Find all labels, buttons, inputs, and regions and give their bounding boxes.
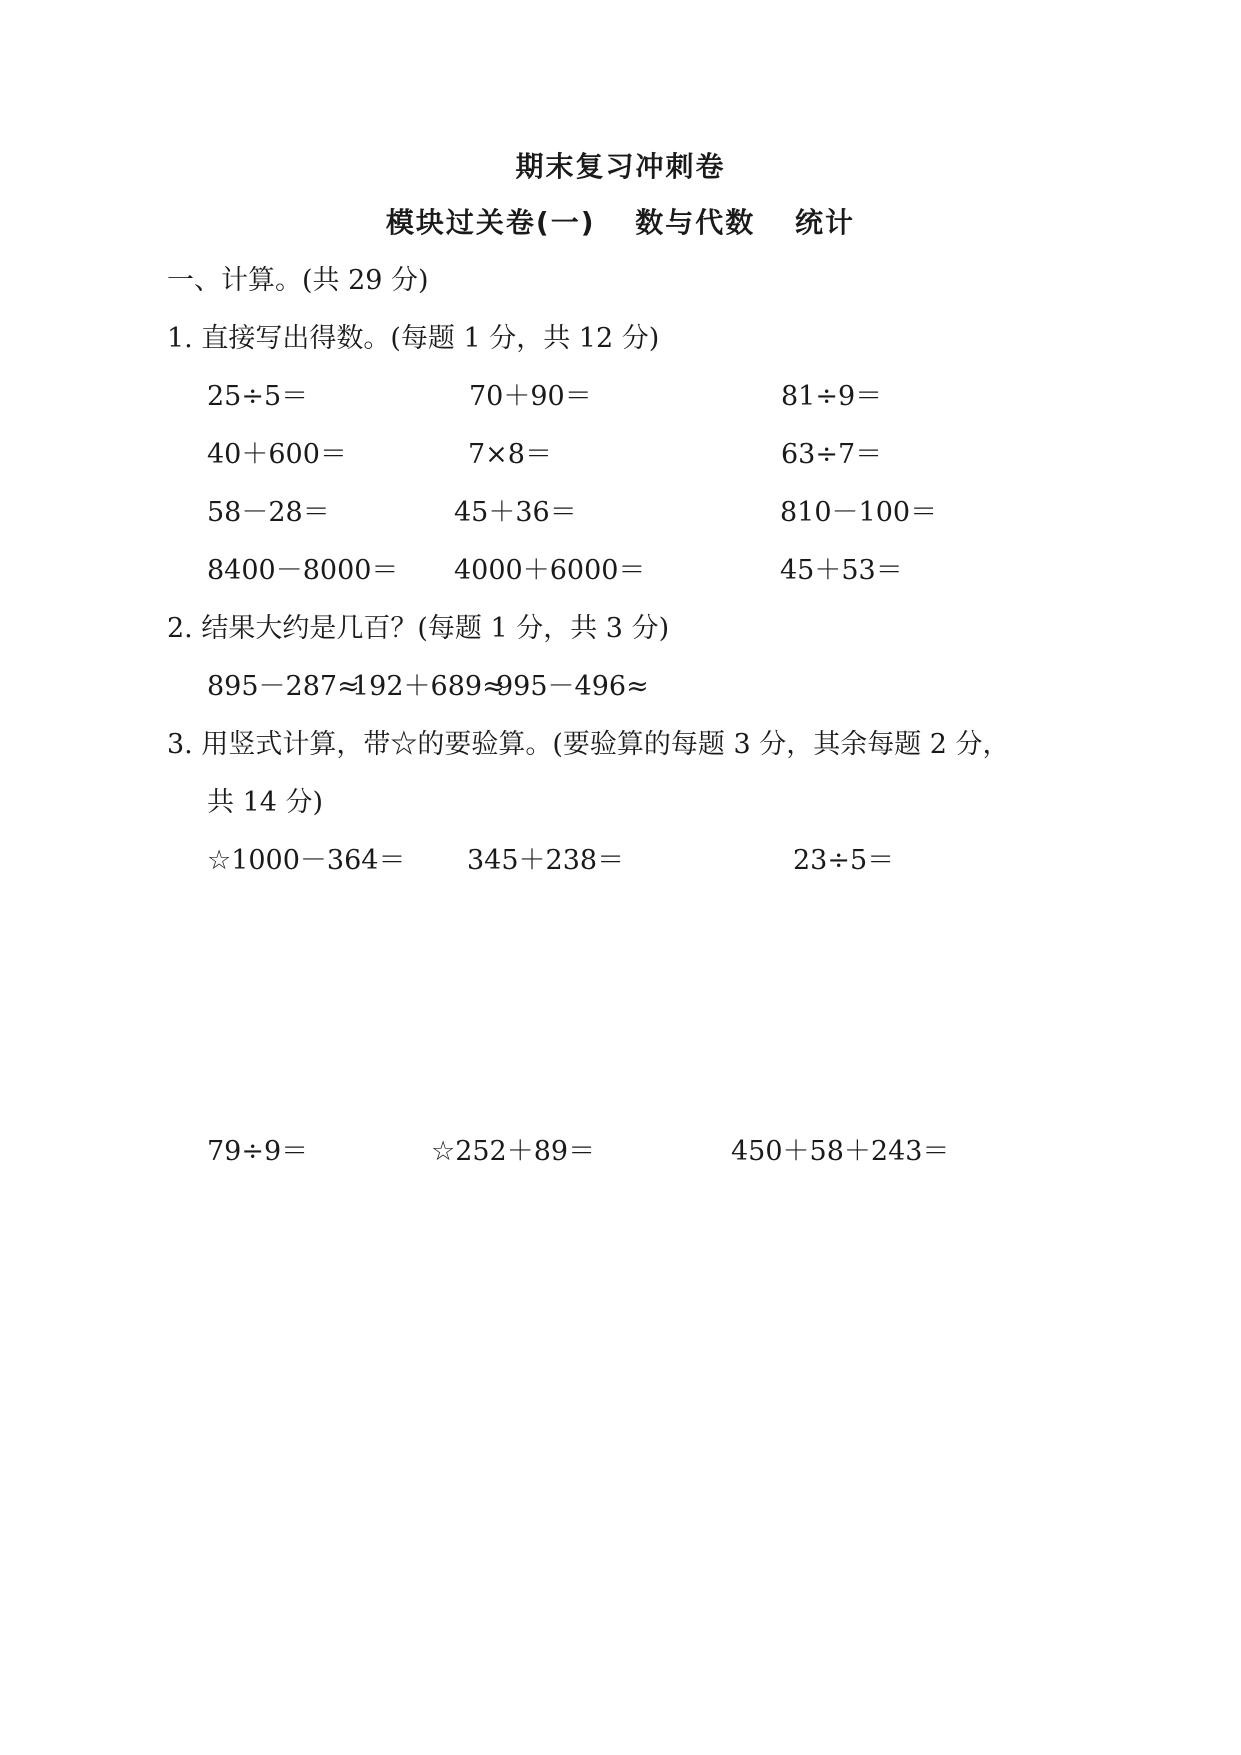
- q2-item: 192＋689≈: [352, 671, 505, 702]
- q1-item: 58－28＝: [207, 497, 330, 528]
- q1-item: 63÷7＝: [781, 439, 883, 470]
- q1-item: 4000＋6000＝: [454, 555, 646, 586]
- q2-item: 895－287≈: [207, 671, 360, 702]
- q1-item: 7×8＝: [468, 439, 552, 470]
- q1-item: 25÷5＝: [207, 381, 309, 412]
- q3-item: ☆252＋89＝: [431, 1136, 596, 1167]
- question-1-prompt: 1. 直接写出得数。(每题 1 分，共 12 分): [167, 323, 660, 354]
- q1-item: 45＋53＝: [780, 555, 903, 586]
- q1-item: 70＋90＝: [469, 381, 592, 412]
- question-3-prompt: 3. 用竖式计算，带☆的要验算。(要验算的每题 3 分，其余每题 2 分，: [167, 729, 1010, 760]
- page-subtitle: [0, 206, 1241, 240]
- q3-item: 79÷9＝: [207, 1136, 309, 1167]
- q3-item: 450＋58＋243＝: [731, 1136, 950, 1167]
- section-heading: 一、计算。(共 29 分): [167, 265, 429, 296]
- q3-item: ☆1000－364＝: [207, 845, 406, 876]
- q1-item: 810－100＝: [780, 497, 938, 528]
- question-3-prompt-cont: 共 14 分): [207, 787, 324, 818]
- q3-item: 345＋238＝: [467, 845, 625, 876]
- subtitle-module: 模块过关卷(一): [385, 206, 596, 239]
- q1-item: 8400－8000＝: [207, 555, 399, 586]
- subtitle-topic: 数与代数: [635, 206, 756, 239]
- subtitle-stat: 统计: [795, 206, 856, 239]
- q1-item: 45＋36＝: [454, 497, 577, 528]
- question-2-prompt: 2. 结果大约是几百？(每题 1 分，共 3 分): [167, 613, 670, 644]
- q3-item: 23÷5＝: [793, 845, 895, 876]
- page-title: 期末复习冲刺卷: [515, 150, 726, 183]
- q2-item: 995－496≈: [496, 671, 649, 702]
- q1-item: 40＋600＝: [207, 439, 347, 470]
- q1-item: 81÷9＝: [781, 381, 883, 412]
